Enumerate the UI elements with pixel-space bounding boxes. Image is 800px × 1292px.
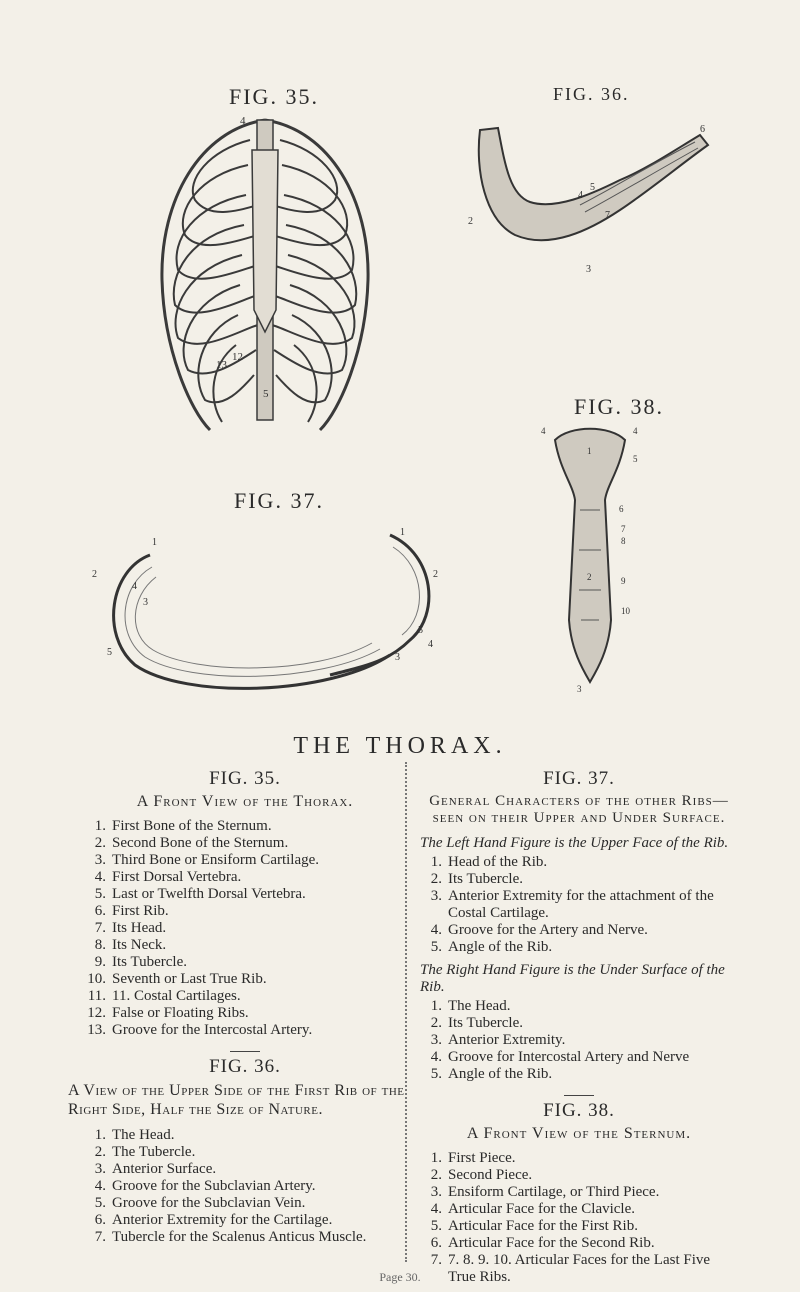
- thorax-label: 5: [263, 388, 269, 400]
- list-item: 5. Articular Face for the First Rib.: [430, 1218, 638, 1234]
- sternum38-label: 4: [541, 426, 546, 436]
- list-item: 4. First Dorsal Vertebra.: [94, 869, 242, 885]
- section-rule: [230, 1051, 260, 1052]
- thorax-label: 13: [216, 359, 227, 371]
- fig38-list: [420, 1150, 738, 1286]
- ribs37-label: 2: [433, 569, 438, 580]
- sternum38-label: 6: [619, 504, 624, 514]
- sternum38-label: 4: [633, 426, 638, 436]
- ribs-illustration: [90, 525, 450, 710]
- fig37-left-list: [420, 854, 738, 956]
- ribs37-label: 5: [107, 647, 112, 658]
- sternum38-label: 9: [621, 576, 626, 586]
- fig36-list: [84, 1127, 406, 1246]
- list-item: 2. Its Tubercle.: [430, 1015, 523, 1031]
- list-item: 3. Ensiform Cartilage, or Third Piece.: [430, 1184, 660, 1200]
- list-item: 6. Anterior Extremity for the Cartilage.: [94, 1212, 333, 1228]
- rib36-label: 5: [590, 182, 595, 193]
- fig37-right-list: [420, 998, 738, 1083]
- sternum38-label: 7: [621, 524, 626, 534]
- thorax-illustration: [140, 110, 390, 440]
- fig38-subtitle: A Front View of the Sternum.: [466, 1125, 692, 1142]
- list-item: 5. Angle of the Rib.: [430, 939, 553, 955]
- list-item: 4. Groove for the Artery and Nerve.: [430, 922, 648, 938]
- fig38-label: FIG. 38.: [574, 394, 664, 419]
- ribs37-label: 4: [132, 581, 137, 592]
- list-item: 5. Last or Twelfth Dorsal Vertebra.: [94, 886, 306, 902]
- sternum38-label: 1: [587, 446, 592, 456]
- list-item: 1. First Piece.: [430, 1150, 516, 1166]
- list-item: 6. Articular Face for the Second Rib.: [430, 1235, 655, 1251]
- fig37-right-caption: The Right Hand Figure is the Under Surface of the Rib.: [420, 962, 725, 995]
- rib36-label: 4: [578, 190, 583, 201]
- plate-title: THE THORAX.: [293, 733, 507, 759]
- fig36-title: FIG. 36.: [209, 1056, 281, 1077]
- ribs37-label: 1: [400, 527, 405, 538]
- first-rib-illustration: [460, 110, 720, 290]
- thorax-label: 4: [240, 115, 246, 127]
- ribs37-label: 3: [395, 652, 400, 663]
- right-column: [420, 766, 738, 1286]
- page-number: Page 30.: [379, 1270, 421, 1284]
- fig37-label: FIG. 37.: [234, 488, 324, 513]
- ribs37-label: 5: [418, 625, 423, 636]
- list-item: 9. Its Tubercle.: [94, 954, 187, 970]
- thorax-label: 12: [232, 351, 243, 363]
- list-item: 12. False or Floating Ribs.: [87, 1005, 249, 1021]
- left-column: [68, 766, 406, 1246]
- list-item: 7. Tubercle for the Scalenus Anticus Muscle.: [94, 1229, 367, 1245]
- list-item: 4. Groove for the Subclavian Artery.: [94, 1178, 316, 1194]
- list-item: 5. Angle of the Rib.: [430, 1066, 553, 1082]
- list-item: 1. First Bone of the Sternum.: [94, 818, 272, 834]
- fig37-title: FIG. 37.: [543, 768, 615, 789]
- fig35-subtitle: A Front View of the Thorax.: [136, 793, 354, 810]
- sternum-illustration: [535, 420, 645, 695]
- list-item: 13. Groove for the Intercostal Artery.: [87, 1022, 313, 1038]
- list-item: 2. Second Piece.: [430, 1167, 533, 1183]
- list-item: 2. Its Tubercle.: [430, 871, 523, 887]
- list-item: 3. Anterior Surface.: [94, 1161, 217, 1177]
- list-item: 4. Articular Face for the Clavicle.: [430, 1201, 636, 1217]
- list-item: 11. 11. Costal Cartilages.: [87, 988, 241, 1004]
- list-item: 7. 7. 8. 9. 10. Articular Faces for the Last Five True Ribs.: [430, 1252, 711, 1285]
- rib36-label: 2: [468, 216, 473, 227]
- ribs37-label: 4: [428, 639, 433, 650]
- ribs37-label: 1: [152, 537, 157, 548]
- sternum38-label: 3: [577, 684, 582, 694]
- list-item: 3. Third Bone or Ensiform Cartilage.: [94, 852, 320, 868]
- fig36-subtitle: A View of the Upper Side of the First Rib of the Right Side, Half the Size of Nature.: [68, 1082, 405, 1118]
- list-item: 1. The Head.: [430, 998, 511, 1014]
- ribs37-label: 3: [143, 597, 148, 608]
- fig35-list: [84, 818, 406, 1039]
- list-item: 2. Second Bone of the Sternum.: [94, 835, 289, 851]
- fig35-label: FIG. 35.: [229, 84, 319, 109]
- rib36-label: 6: [700, 124, 705, 135]
- list-item: 5. Groove for the Subclavian Vein.: [94, 1195, 306, 1211]
- list-item: 3. Anterior Extremity for the attachment of the Costal Cartilage.: [430, 888, 714, 921]
- list-item: 3. Anterior Extremity.: [430, 1032, 566, 1048]
- sternum38-label: 8: [621, 536, 626, 546]
- ribs37-label: 2: [92, 569, 97, 580]
- rib36-label: 7: [605, 210, 610, 221]
- fig37-left-caption: The Left Hand Figure is the Upper Face of the Rib.: [420, 835, 729, 851]
- fig37-subtitle: General Characters of the other Ribs—seen on their Upper and Under Surface.: [429, 793, 729, 826]
- sternum38-label: 2: [587, 572, 592, 582]
- rib36-label: 3: [586, 264, 591, 275]
- sternum38-label: 10: [621, 606, 630, 616]
- list-item: 1. The Head.: [94, 1127, 175, 1143]
- list-item: 10. Seventh or Last True Rib.: [87, 971, 267, 987]
- list-item: 6. First Rib.: [94, 903, 169, 919]
- fig36-label: FIG. 36.: [553, 84, 630, 104]
- fig35-title: FIG. 35.: [209, 768, 281, 789]
- list-item: 4. Groove for Intercostal Artery and Nerve: [430, 1049, 690, 1065]
- list-item: 8. Its Neck.: [94, 937, 167, 953]
- list-item: 1. Head of the Rib.: [430, 854, 548, 870]
- list-item: 2. The Tubercle.: [94, 1144, 196, 1160]
- list-item: 7. Its Head.: [94, 920, 167, 936]
- section-rule: [564, 1095, 594, 1096]
- sternum38-label: 5: [633, 454, 638, 464]
- fig38-title: FIG. 38.: [543, 1100, 615, 1121]
